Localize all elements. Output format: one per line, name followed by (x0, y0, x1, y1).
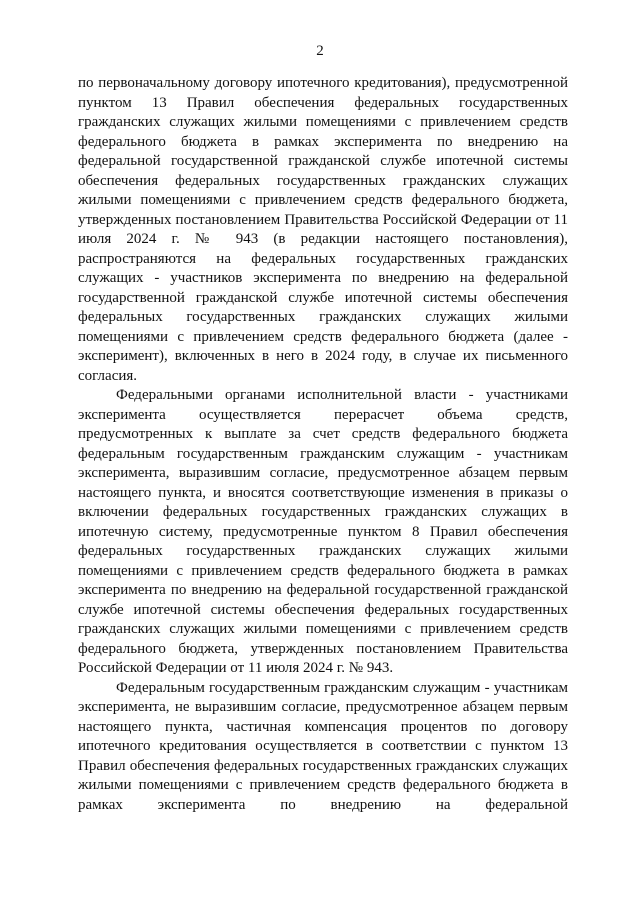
paragraph-continuation: по первоначальному договору ипотечного кредитования), предусмотренной пунктом 13 Правил обеспечения федеральных государственных гражданских служащих жилыми помещениями с привлечением средств федерального бюджета в рамках эксперимента по внедрению на федеральной государственной гражданской службе ипотечной системы обеспечения федеральных государственных гражданских служащих жилыми помещениями с привлечением средств федерального бюджета, утвержденных постановлением Правительства Российской Федерации от 11 июля 2024 г. № 943 (в редакции настоящего постановления), распространяются на федеральных государственных гражданских служащих - участников эксперимента по внедрению на федеральной государственной гражданской службе ипотечной системы обеспечения федеральных государственных гражданских служащих жилыми помещениями с привлечением средств федерального бюджета (далее - эксперимент), включенных в него в 2024 году, в случае их письменного согласия. (78, 75, 568, 384)
document-body (78, 74, 568, 815)
page-number: 2 (316, 43, 324, 59)
paragraph-compensation: Федеральным государственным гражданским служащим - участникам эксперимента, не выразившим согласие, предусмотренное абзацем первым настоящего пункта, частичная компенсация процентов по договору ипотечного кредитования осуществляется в соответствии с пунктом 13 Правил обеспечения федеральных государственных гражданских служащих жилыми помещениями с привлечением средств федерального бюджета в рамках эксперимента по внедрению на федеральной (78, 679, 568, 813)
paragraph-recalculation: Федеральными органами исполнительной власти - участниками эксперимента осуществляется перерасчет объема средств, предусмотренных к выплате за счет средств федерального бюджета федеральным государственным гражданским служащим - участникам эксперимента, выразившим согласие, предусмотренное абзацем первым настоящего пункта, и вносятся соответствующие изменения в приказы о включении федеральных государственных гражданских служащих в ипотечную систему, предусмотренные пунктом 8 Правил обеспечения федеральных государственных гражданских служащих жилыми помещениями с привлечением средств федерального бюджета в рамках эксперимента по внедрению на федеральной государственной гражданской службе ипотечной системы обеспечения федеральных государственных гражданских служащих жилыми помещениями с привлечением средств федерального бюджета, утвержденных постановлением Правительства Российской Федерации от 11 июля 2024 г. № 943. (78, 387, 568, 676)
